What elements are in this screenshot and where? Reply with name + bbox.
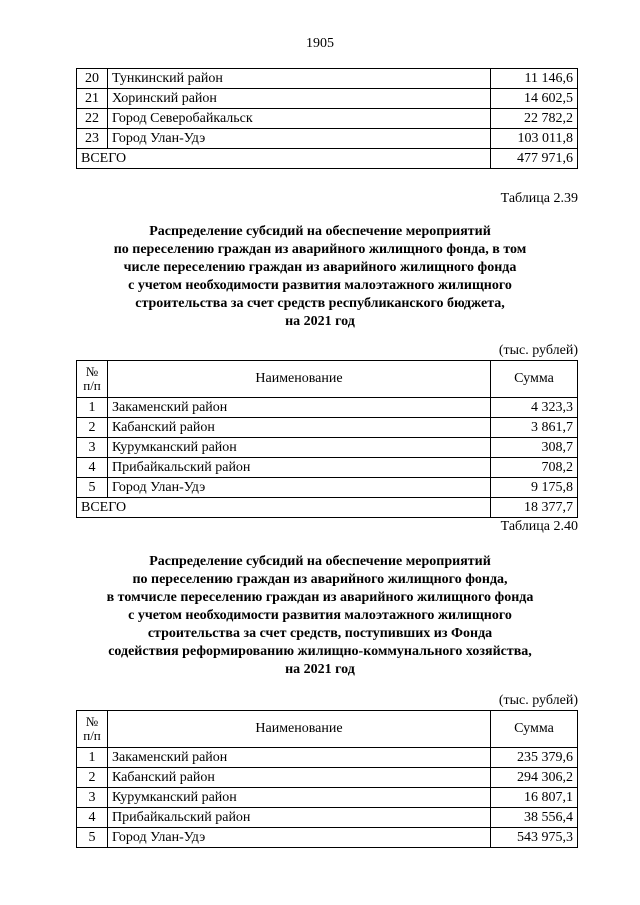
header-number xyxy=(77,361,108,398)
table-row xyxy=(77,808,578,828)
table-2-40 xyxy=(76,710,578,848)
title-line: с учетом необходимости развития малоэтажного жилищного xyxy=(128,278,512,293)
row-number: 3 xyxy=(77,788,108,808)
row-number: 3 xyxy=(77,438,108,458)
total-sum: 18 377,7 xyxy=(491,498,578,518)
table-label: Таблица 2.39 xyxy=(500,191,578,206)
row-name: Закаменский район xyxy=(108,748,491,768)
title-line: строительства за счет средств республиканского бюджета, xyxy=(135,296,505,311)
row-name: Курумканский район xyxy=(108,788,491,808)
header-sum: Сумма xyxy=(491,361,578,398)
header-number-symbol: № xyxy=(85,364,99,379)
row-number: 2 xyxy=(77,768,108,788)
title-line: Распределение субсидий на обеспечение мероприятий xyxy=(149,224,491,239)
row-number: 23 xyxy=(77,129,108,149)
row-name: Город Северобайкальск xyxy=(108,109,491,129)
row-number: 2 xyxy=(77,418,108,438)
table-row xyxy=(77,418,578,438)
table-row xyxy=(77,458,578,478)
table-row xyxy=(77,768,578,788)
row-number: 22 xyxy=(77,109,108,129)
title-line: содействия реформированию жилищно-коммунального хозяйства, xyxy=(108,644,532,659)
table-row xyxy=(77,748,578,768)
row-number: 4 xyxy=(77,808,108,828)
row-sum: 235 379,6 xyxy=(491,748,578,768)
header-number-abbr: п/п xyxy=(83,728,101,743)
title-line: на 2021 год xyxy=(285,662,355,677)
row-sum: 543 975,3 xyxy=(491,828,578,848)
table-row xyxy=(77,438,578,458)
title-line: Распределение субсидий на обеспечение мероприятий xyxy=(149,554,491,569)
header-name: Наименование xyxy=(108,361,491,398)
table-row xyxy=(77,398,578,418)
row-sum: 22 782,2 xyxy=(491,109,578,129)
row-sum: 294 306,2 xyxy=(491,768,578,788)
row-number: 1 xyxy=(77,398,108,418)
units-label: (тыс. рублей) xyxy=(498,693,578,708)
row-sum: 38 556,4 xyxy=(491,808,578,828)
row-number: 21 xyxy=(77,89,108,109)
table-title xyxy=(0,223,640,331)
page-number: 1905 xyxy=(306,36,334,51)
row-name: Город Улан-Удэ xyxy=(108,129,491,149)
row-sum: 9 175,8 xyxy=(491,478,578,498)
title-line: числе переселению граждан из аварийного жилищного фонда xyxy=(123,260,517,275)
table-row xyxy=(77,69,578,89)
row-name: Прибайкальский район xyxy=(108,808,491,828)
row-number: 5 xyxy=(77,828,108,848)
row-sum: 708,2 xyxy=(491,458,578,478)
row-name: Прибайкальский район xyxy=(108,458,491,478)
row-name: Курумканский район xyxy=(108,438,491,458)
table-row xyxy=(77,788,578,808)
row-sum: 4 323,3 xyxy=(491,398,578,418)
row-name: Хоринский район xyxy=(108,89,491,109)
row-name: Город Улан-Удэ xyxy=(108,478,491,498)
header-number xyxy=(77,711,108,748)
total-label: ВСЕГО xyxy=(77,149,491,169)
table-total-row xyxy=(77,498,578,518)
row-name: Город Улан-Удэ xyxy=(108,828,491,848)
header-number-abbr: п/п xyxy=(83,378,101,393)
row-sum: 14 602,5 xyxy=(491,89,578,109)
units-label: (тыс. рублей) xyxy=(498,343,578,358)
table-row xyxy=(77,129,578,149)
table-row xyxy=(77,109,578,129)
row-number: 1 xyxy=(77,748,108,768)
row-sum: 3 861,7 xyxy=(491,418,578,438)
title-line: на 2021 год xyxy=(285,314,355,329)
row-sum: 11 146,6 xyxy=(491,69,578,89)
total-label: ВСЕГО xyxy=(77,498,491,518)
title-line: с учетом необходимости развития малоэтажного жилищного xyxy=(128,608,512,623)
table-row xyxy=(77,478,578,498)
row-name: Кабанский район xyxy=(108,768,491,788)
title-line: по переселению граждан из аварийного жилищного фонда, в том xyxy=(113,242,527,257)
table-2-39 xyxy=(76,360,578,518)
header-name: Наименование xyxy=(108,711,491,748)
row-number: 4 xyxy=(77,458,108,478)
table-title xyxy=(0,553,640,679)
header-sum: Сумма xyxy=(491,711,578,748)
total-sum: 477 971,6 xyxy=(491,149,578,169)
table-row xyxy=(77,89,578,109)
table-label: Таблица 2.40 xyxy=(500,519,578,534)
header-number-symbol: № xyxy=(85,714,99,729)
table-total-row xyxy=(77,149,578,169)
title-line: в томчисле переселению граждан из аварийного жилищного фонда xyxy=(106,590,534,605)
table-row xyxy=(77,828,578,848)
row-name: Тункинский район xyxy=(108,69,491,89)
table-header xyxy=(77,361,578,398)
row-sum: 16 807,1 xyxy=(491,788,578,808)
row-sum: 308,7 xyxy=(491,438,578,458)
table-continuation xyxy=(76,68,578,169)
row-number: 5 xyxy=(77,478,108,498)
row-name: Закаменский район xyxy=(108,398,491,418)
row-name: Кабанский район xyxy=(108,418,491,438)
row-number: 20 xyxy=(77,69,108,89)
title-line: по переселению граждан из аварийного жилищного фонда, xyxy=(132,572,508,587)
title-line: строительства за счет средств, поступивших из Фонда xyxy=(147,626,493,641)
table-header xyxy=(77,711,578,748)
row-sum: 103 011,8 xyxy=(491,129,578,149)
